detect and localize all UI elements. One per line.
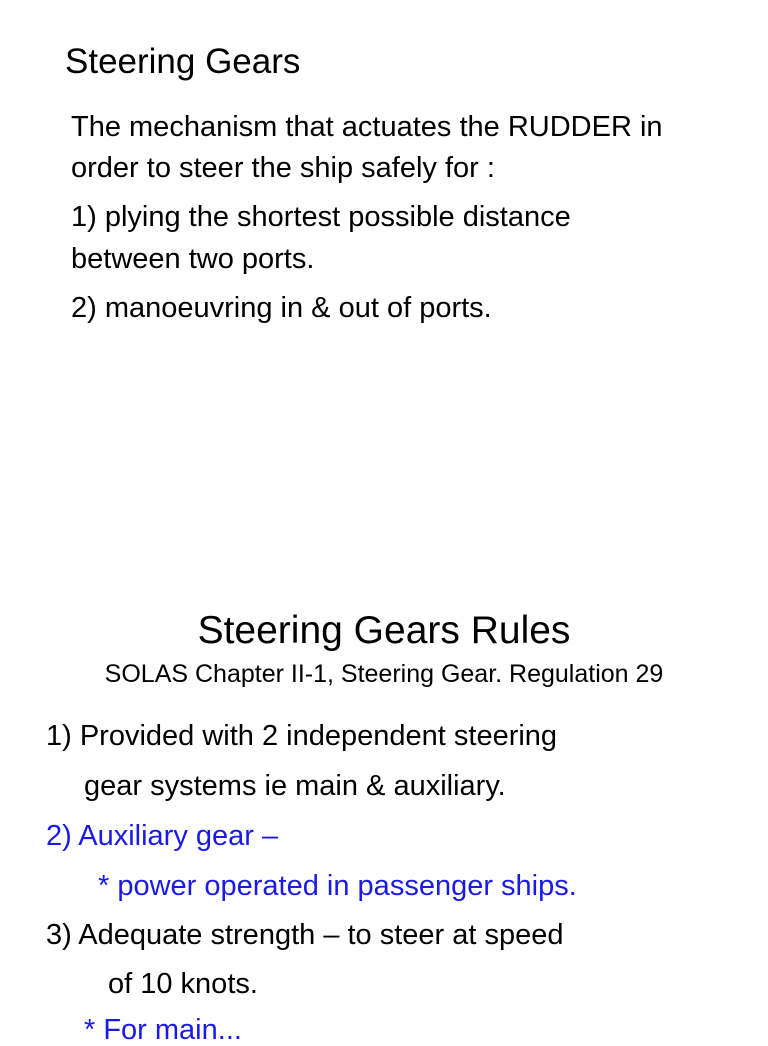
slide2-title: Steering Gears Rules <box>197 609 571 652</box>
rule-1-line-2: gear systems ie main & auxiliary. <box>84 770 506 802</box>
slide1-line-5: 2) manoeuvring in & out of ports. <box>71 292 492 324</box>
rule-2-line-1: 2) Auxiliary gear – <box>46 820 279 852</box>
rule-3-line-3-partial: * For main... <box>84 1014 242 1046</box>
slide2-subtitle: SOLAS Chapter II-1, Steering Gear. Regulation 29 <box>104 660 664 688</box>
slide1-line-4: between two ports. <box>71 243 315 275</box>
rule-2-line-2: * power operated in passenger ships. <box>98 870 577 902</box>
slide1-line-3: 1) plying the shortest possible distance <box>71 201 571 233</box>
rule-3-line-1: 3) Adequate strength – to steer at speed <box>46 919 564 951</box>
rule-1-line-1: 1) Provided with 2 independent steering <box>46 720 558 752</box>
rule-3-line-2: of 10 knots. <box>108 968 258 1000</box>
slide1-title: Steering Gears <box>65 42 301 81</box>
slide1-line-1: The mechanism that actuates the RUDDER in <box>71 111 663 143</box>
slide1-line-2: order to steer the ship safely for : <box>71 152 495 184</box>
